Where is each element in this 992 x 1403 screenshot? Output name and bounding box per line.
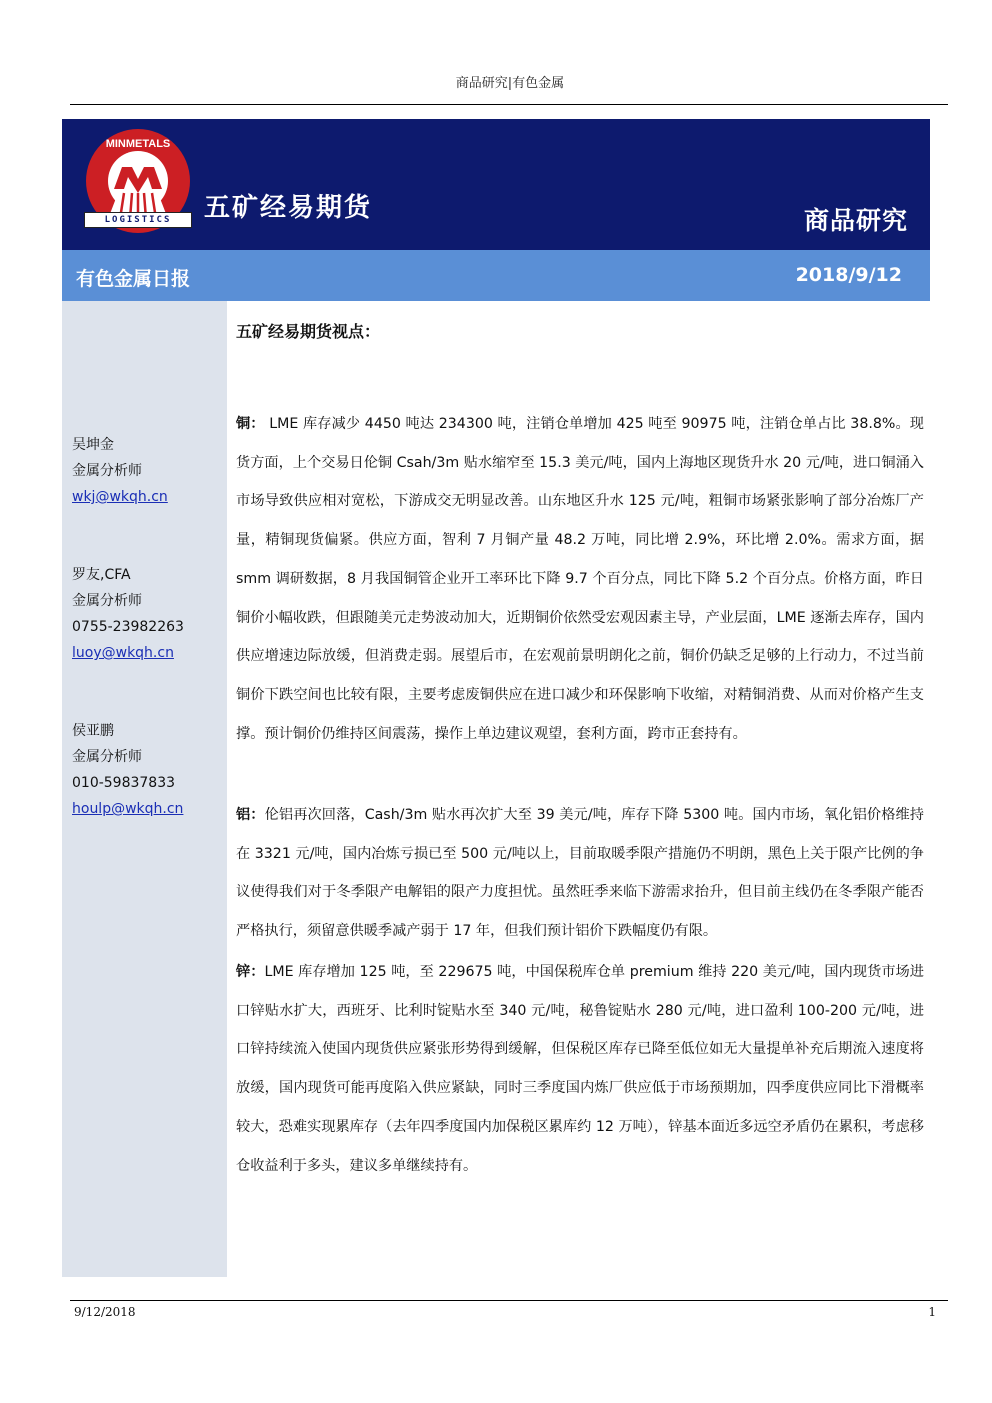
paragraph-text: LME 库存增加 125 吨，至 229675 吨，中国保税库仓单 premium 维持 220 美元/吨，国内现货市场进口锌贴水扩大，西班牙、比利时锭贴水至 340 元/吨，秘鲁锭贴水 280 元/吨，进口盈利 100-200 元/吨，进口锌持续流入使国内现货供应紧张形势得到缓解，但保税区库存已降至低位如无大量提单补充后期流入速度将放缓，国内现货可能再度陷入供应紧缺，同时三季度国内炼厂供应低于市场预期加，四季度供应同比下滑概率较大，恐难实现累库存（去年四季度国内加保税区累库约 12 万吨），锌基本面近多远空矛盾仍在累积，考虑移仓收益利于多头，建议多单继续持有。 xyxy=(236,964,924,1174)
sidebar xyxy=(62,301,227,1277)
analyst-title: 金属分析师 xyxy=(72,593,142,609)
zinc-paragraph xyxy=(236,953,924,1185)
analyst-title: 金属分析师 xyxy=(72,749,142,765)
page-number: 1 xyxy=(928,1305,936,1319)
report-date: 2018/9/12 xyxy=(795,264,902,286)
analyst-name: 侯亚鹏 xyxy=(72,723,114,739)
subbar xyxy=(62,250,930,301)
analyst-email-link[interactable]: houlp@wkqh.cn xyxy=(72,801,184,817)
analyst-email-link[interactable]: wkj@wkqh.cn xyxy=(72,489,168,505)
copper-paragraph xyxy=(236,405,924,753)
brand-name: 五矿经易期货 xyxy=(204,193,373,223)
metal-label: 锌： xyxy=(236,964,265,980)
analyst-card xyxy=(72,562,184,666)
report-name: 有色金属日报 xyxy=(76,268,191,290)
paragraph-text: 伦铝再次回落，Cash/3m 贴水再次扩大至 39 美元/吨，库存下降 5300 吨。国内市场，氧化铝价格维持在 3321 元/吨，国内冶炼亏损已至 500 元/吨以上，目前取暖季限产措施仍不明朗，黑色上关于限产比例的争议使得我们对于冬季限产电解铝的限产力度担忧。虽然旺季来临下游需求抬升，但目前主线仍在冬季限产能否严格执行，须留意供暖季减产弱于 17 年，但我们预计铝价下跌幅度仍有限。 xyxy=(236,807,924,940)
metal-label: 铝： xyxy=(236,807,265,823)
analyst-phone: 010-59837833 xyxy=(72,775,176,791)
analyst-email-link[interactable]: luoy@wkqh.cn xyxy=(72,645,174,661)
running-header: 商品研究|有色金属 xyxy=(455,76,565,91)
viewpoint-heading: 五矿经易期货视点： xyxy=(236,322,381,341)
metal-label: 铜： xyxy=(236,416,265,432)
logo-badge: LOGISTICS xyxy=(84,212,192,228)
aluminum-paragraph xyxy=(236,796,924,951)
analyst-name: 吴坤金 xyxy=(72,437,114,453)
footer-rule xyxy=(70,1300,948,1301)
analyst-card xyxy=(72,432,168,510)
header-rule xyxy=(70,104,948,105)
banner xyxy=(62,119,930,250)
analyst-card xyxy=(72,718,183,822)
analyst-name: 罗友,CFA xyxy=(72,567,131,583)
logo-text: MINMETALS xyxy=(105,138,171,150)
paragraph-text: LME 库存减少 4450 吨达 234300 吨，注销仓单增加 425 吨至 90975 吨，注销仓单占比 38.8%。现货方面，上个交易日伦铜 Csah/3m 贴水缩窄至 15.3 美元/吨，国内上海地区现货升水 20 元/吨，进口铜涌入市场导致供应相对宽松，下游成交无明显改善。山东地区升水 125 元/吨，粗铜市场紧张影响了部分冶炼厂产量，精铜现货偏紧。供应方面，智利 7 月铜产量 48.2 万吨，同比增 2.9%，环比增 2.0%。需求方面，据 smm 调研数据，8 月我国铜管企业开工率环比下降 9.7 个百分点，同比下降 5.2 个百分点。价格方面，昨日铜价小幅收跌，但跟随美元走势波动加大，近期铜价依然受宏观因素主导，产业层面，LME 逐渐去库存，国内供应增速边际放缓，但消费走弱。展望后市，在宏观前景明朗化之前，铜价仍缺乏足够的上行动力，不过当前铜价下跌空间也比较有限，主要考虑废铜供应在进口减少和环保影响下收缩，对精铜消费、从而对价格产生支撑。预计铜价仍维持区间震荡，操作上单边建议观望，套利方面，跨市正套持有。 xyxy=(236,416,924,742)
section-title: 商品研究 xyxy=(803,206,908,235)
analyst-phone: 0755-23982263 xyxy=(72,619,184,635)
analyst-title: 金属分析师 xyxy=(72,463,142,479)
footer-date: 9/12/2018 xyxy=(74,1305,136,1319)
